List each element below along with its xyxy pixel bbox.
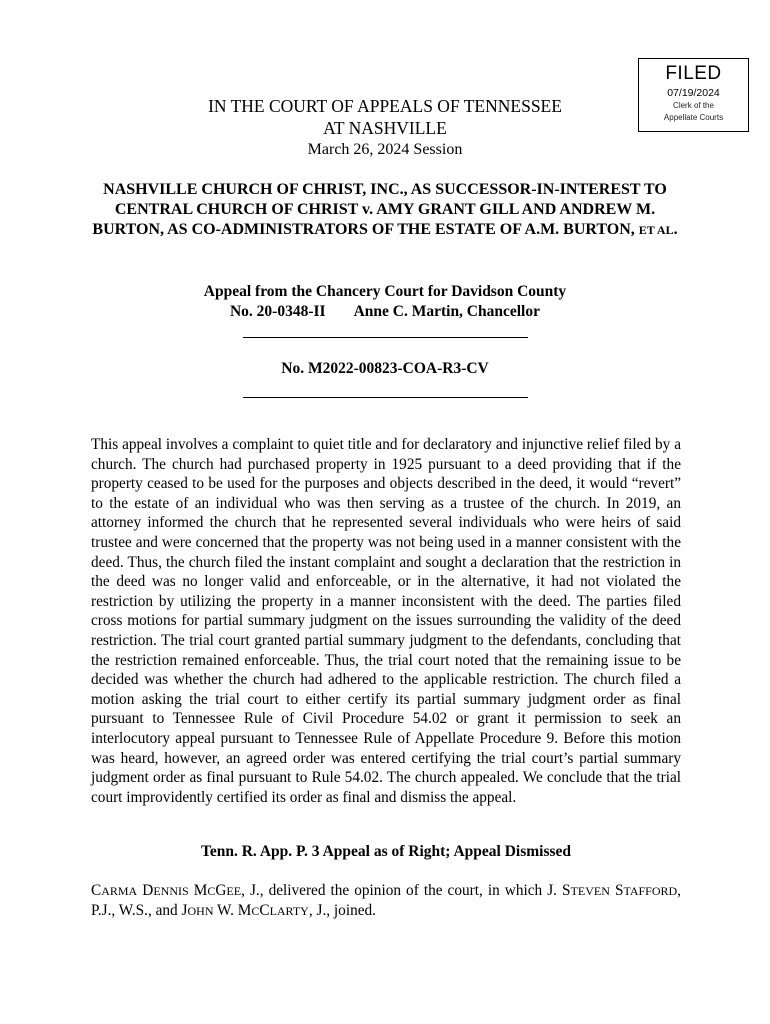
appeal-case-line	[120, 302, 650, 322]
stamp-date: 07/19/2024	[667, 87, 720, 99]
stamp-court-line: Appellate Courts	[663, 113, 724, 122]
case-caption	[80, 180, 690, 240]
filed-stamp	[638, 58, 749, 132]
trial-judge: Anne C. Martin, Chancellor	[353, 303, 540, 320]
appeal-from	[120, 282, 650, 322]
court-heading	[140, 95, 630, 161]
trial-case-number: No. 20-0348-II	[229, 303, 326, 320]
caption-text: NASHVILLE CHURCH OF CHRIST, INC., AS SUCCESSOR-IN-INTEREST TO CENTRAL CHURCH OF CHRIST v. AMY GRANT GILL AND ANDREW M. BURTON, AS CO-ADMINISTRATORS OF THE ESTATE OF A.M. BURTON,	[92, 181, 667, 238]
stamp-title: FILED	[665, 63, 722, 84]
session-date: March 26, 2024 Session	[307, 141, 463, 158]
divider-bottom	[243, 397, 528, 398]
appeal-court: Appeal from the Chancery Court for Davidson County	[203, 283, 567, 300]
court-location: AT NASHVILLE	[323, 118, 447, 138]
court-name: IN THE COURT OF APPEALS OF TENNESSEE	[208, 96, 562, 116]
disposition: Tenn. R. App. P. 3 Appeal as of Right; Appeal Dismissed	[200, 843, 572, 860]
docket-number: No. M2022-00823-COA-R3-CV	[281, 360, 489, 377]
caption-et-al: ET AL	[638, 223, 674, 237]
authorship-line: CARMA DENNIS MCGEE, J., delivered the opinion of the court, in which J. STEVEN STAFFORD, P.J., W.S., and JOHN W. MCCLARTY, J., joined.	[91, 882, 681, 919]
stamp-clerk-line: Clerk of the	[673, 101, 714, 110]
divider-top	[243, 337, 528, 338]
caption-period: .	[673, 221, 678, 238]
case-summary: This appeal involves a complaint to quiet title and for declaratory and injunctive relief filed by a church. The church had purchased property in 1925 pursuant to a deed providing that if the property ceased to be used for the purposes and objects described in the deed, it would “revert” to the estate of an individual who was then serving as a trustee of the church. In 2019, an attorney informed the church that he represented several individuals who were heirs of said trustee and were concerned that the property was not being used in a manner consistent with the deed. Thus, the church filed the instant complaint and sought a declaration that the restriction in the deed was no longer valid and enforceable, or in the alternative, it had not violated the restriction by utilizing the property in a manner inconsistent with the deed. The parties filed cross motions for partial summary judgment on the issues surrounding the validity of the deed restriction. The trial court granted partial summary judgment to the defendants, concluding that the restriction remained enforceable. Thus, the trial court noted that the remaining issue to be decided was whether the church had adhered to the applicable restriction. The church filed a motion asking the trial court to either certify its partial summary judgment order as final pursuant to Tennessee Rule of Civil Procedure 54.02 or grant it permission to seek an interlocutory appeal pursuant to Tennessee Rule of Appellate Procedure 9. Before this motion was heard, however, an agreed order was entered certifying the trial court’s partial summary judgment order as final pursuant to Rule 54.02. The church appealed. We conclude that the trial court improvidently certified its order as final and dismiss the appeal.	[91, 436, 681, 806]
